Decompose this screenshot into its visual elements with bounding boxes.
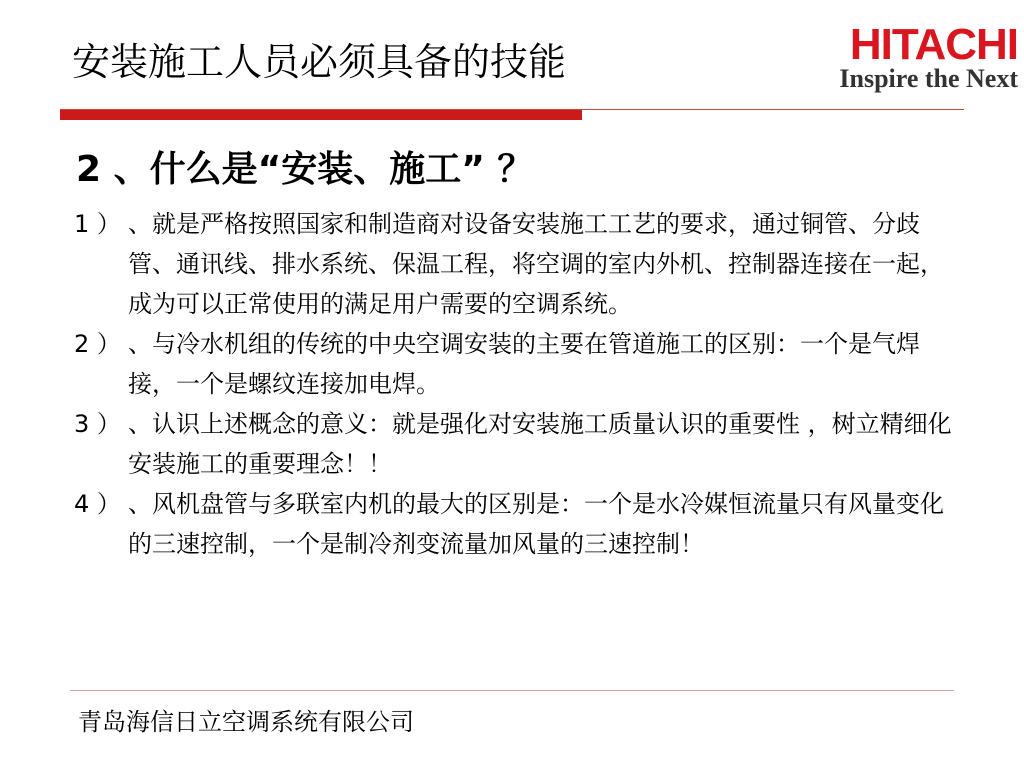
list-item-number: 1 ） (74, 210, 121, 238)
list-item-text: 、认识上述概念的意义：就是强化对安装施工质量认识的重要性 ，树立精细化安装施工的重要理念！！ (128, 410, 952, 478)
logo-brand: HITACHI (849, 20, 1018, 69)
list-item-text: 、与冷水机组的传统的中央空调安装的主要在管道施工的区别：一个是气焊接，一个是螺纹连接加电焊。 (128, 330, 920, 398)
hitachi-logo (788, 20, 1018, 93)
content-list (74, 204, 958, 564)
list-item-number: 2 ） (74, 330, 121, 358)
slide-title: 安装施工人员必须具备的技能 (72, 40, 567, 84)
list-item (74, 204, 958, 324)
list-item (74, 324, 958, 404)
list-item-text: 、就是严格按照国家和制造商对设备安装施工工艺的要求，通过铜管、分歧管、通讯线、排水系统、保温工程，将空调的室内外机、控制器连接在一起，成为可以正常使用的满足用户需要的空调系统。 (128, 210, 944, 318)
header-accent-bar (60, 110, 582, 120)
list-item-number: 3 ） (74, 410, 121, 438)
list-item-number: 4 ） (74, 490, 121, 518)
footer-company-name: 青岛海信日立空调系统有限公司 (78, 708, 414, 736)
list-item (74, 404, 958, 484)
list-item (74, 484, 958, 564)
footer-divider-line (70, 690, 954, 691)
list-item-text: 、风机盘管与多联室内机的最大的区别是：一个是水冷媒恒流量只有风量变化的三速控制，一个是制冷剂变流量加风量的三速控制！ (128, 490, 944, 558)
section-heading: 2 、什么是“安装、施工” ？ (76, 149, 534, 190)
logo-tagline: Inspire the Next (839, 64, 1018, 93)
